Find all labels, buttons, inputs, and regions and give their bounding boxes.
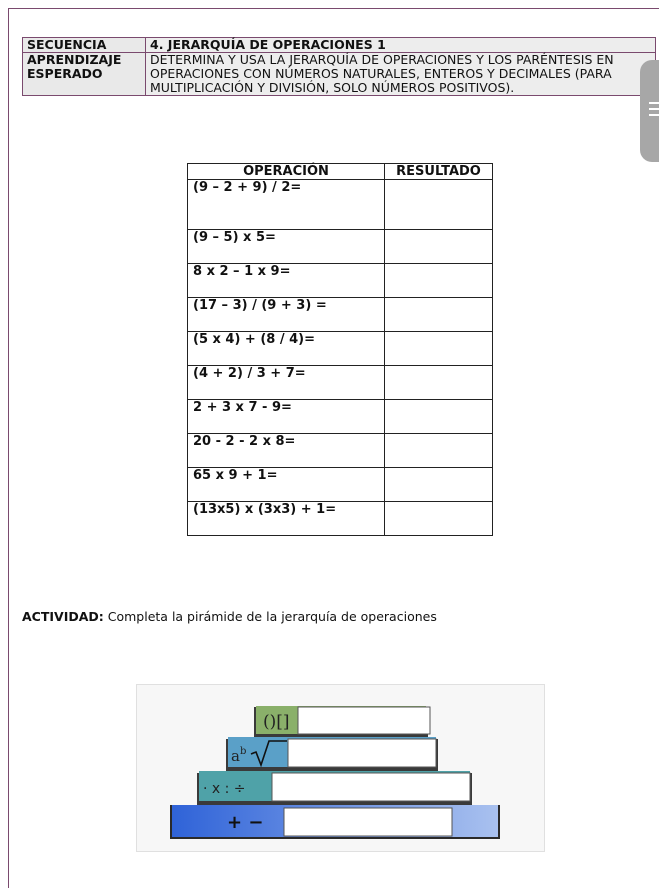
col-result-header: RESULTADO xyxy=(385,164,493,180)
sequence-label: SECUENCIA xyxy=(23,38,146,53)
table-row xyxy=(188,468,493,502)
power-symbol: $a^b$ xyxy=(231,746,247,765)
pyramid-level-powers xyxy=(226,737,438,771)
learning-text: DETERMINA Y USA LA JERARQUÍA DE OPERACIONES Y LOS PARÉNTESIS EN OPERACIONES CON NÚMEROS NATURALES, ENTEROS Y DECIMALES (PARA MULTIPLICACIÓN Y DIVISIÓN, SOLO NÚMEROS POSITIVOS). xyxy=(146,53,656,96)
result-cell[interactable] xyxy=(385,332,493,366)
menu-icon xyxy=(649,102,659,120)
sequence-title: 4. JERARQUÍA DE OPERACIONES 1 xyxy=(146,38,656,53)
operation-cell: (9 – 5) x 5= xyxy=(188,230,385,264)
pyramid-level-add-subtract xyxy=(170,805,500,839)
pyramid-graphic xyxy=(137,685,544,851)
operation-cell: (13x5) x (3x3) + 1= xyxy=(188,502,385,536)
result-cell[interactable] xyxy=(385,366,493,400)
header-row-sequence xyxy=(23,38,656,53)
side-menu-tab[interactable] xyxy=(640,60,659,162)
table-row xyxy=(188,332,493,366)
answer-box[interactable] xyxy=(288,739,436,767)
table-row xyxy=(188,366,493,400)
add-subtract-symbol: + − xyxy=(227,812,264,833)
answer-box[interactable] xyxy=(272,773,470,801)
result-cell[interactable] xyxy=(385,434,493,468)
table-row xyxy=(188,502,493,536)
table-row xyxy=(188,180,493,230)
result-cell[interactable] xyxy=(385,502,493,536)
operation-cell: (9 – 2 + 9) / 2= xyxy=(188,180,385,230)
result-cell[interactable] xyxy=(385,264,493,298)
operations-pyramid xyxy=(136,684,545,852)
table-row xyxy=(188,400,493,434)
result-cell[interactable] xyxy=(385,180,493,230)
operations-header-row xyxy=(188,164,493,180)
operation-cell: 8 x 2 – 1 x 9= xyxy=(188,264,385,298)
multiply-divide-symbol: · x : ÷ xyxy=(203,781,246,797)
header-table xyxy=(22,37,656,96)
header-row-learning xyxy=(23,53,656,96)
table-row xyxy=(188,264,493,298)
result-cell[interactable] xyxy=(385,230,493,264)
activity-text: Completa la pirámide de la jerarquía de operaciones xyxy=(103,609,437,624)
answer-box[interactable] xyxy=(284,808,452,836)
col-operation-header: OPERACIÓN xyxy=(188,164,385,180)
operation-cell: 65 x 9 + 1= xyxy=(188,468,385,502)
table-row xyxy=(188,298,493,332)
parentheses-symbol: ()[] xyxy=(263,712,290,732)
learning-label: APRENDIZAJE ESPERADO xyxy=(23,53,146,96)
table-row xyxy=(188,230,493,264)
result-cell[interactable] xyxy=(385,468,493,502)
answer-box[interactable] xyxy=(298,707,430,734)
operation-cell: 2 + 3 x 7 - 9= xyxy=(188,400,385,434)
operation-cell: 20 - 2 - 2 x 8= xyxy=(188,434,385,468)
activity-label: ACTIVIDAD: xyxy=(22,609,104,624)
operation-cell: (4 + 2) / 3 + 7= xyxy=(188,366,385,400)
pyramid-level-parentheses xyxy=(254,706,430,737)
operation-cell: (5 x 4) + (8 / 4)= xyxy=(188,332,385,366)
pyramid-level-multiply-divide xyxy=(197,771,472,805)
result-cell[interactable] xyxy=(385,400,493,434)
operation-cell: (17 – 3) / (9 + 3) = xyxy=(188,298,385,332)
operations-table xyxy=(187,163,493,536)
activity-instruction xyxy=(22,609,437,624)
table-row xyxy=(188,434,493,468)
result-cell[interactable] xyxy=(385,298,493,332)
